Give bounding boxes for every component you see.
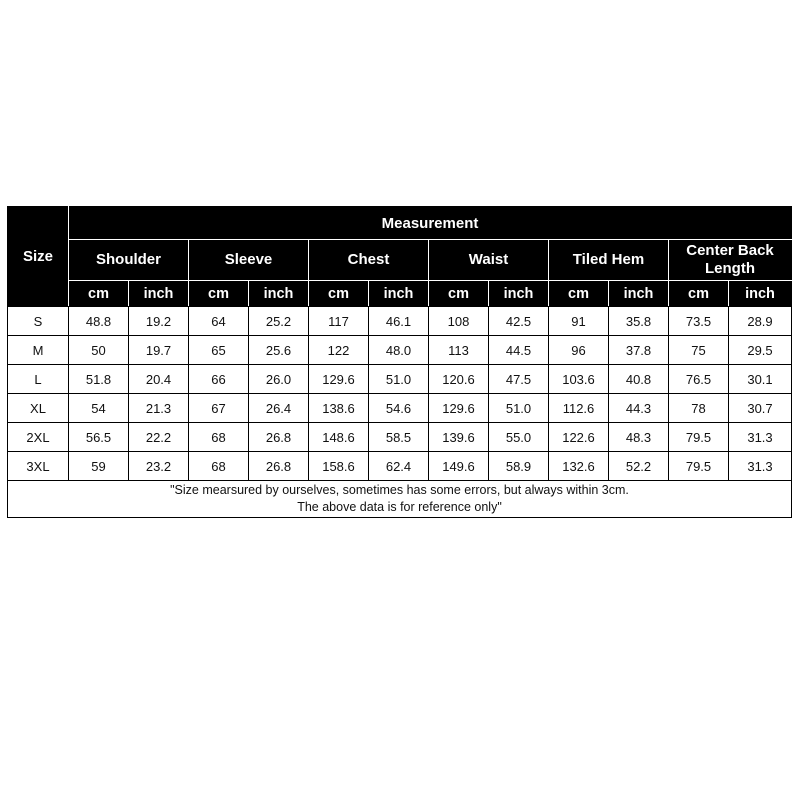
cell-sleeve-inch: 26.8	[249, 423, 309, 452]
cell-size: L	[8, 365, 69, 394]
size-note-line-2: The above data is for reference only"	[297, 500, 502, 514]
cell-sleeve-inch: 26.0	[249, 365, 309, 394]
cell-sleeve-inch: 25.2	[249, 307, 309, 336]
cell-chest-cm: 122	[309, 336, 369, 365]
cell-center-back-length-inch: 31.3	[729, 452, 792, 481]
size-note-line-1: "Size mearsured by ourselves, sometimes has some errors, but always within 3cm.	[170, 483, 629, 497]
cell-sleeve-cm: 68	[189, 423, 249, 452]
cell-shoulder-cm: 48.8	[69, 307, 129, 336]
cell-chest-cm: 158.6	[309, 452, 369, 481]
unit-header-inch: inch	[729, 281, 792, 307]
cell-sleeve-cm: 67	[189, 394, 249, 423]
cell-tiled-hem-inch: 37.8	[609, 336, 669, 365]
cell-shoulder-cm: 56.5	[69, 423, 129, 452]
unit-header-cm: cm	[309, 281, 369, 307]
cell-shoulder-cm: 54	[69, 394, 129, 423]
cell-tiled-hem-cm: 91	[549, 307, 609, 336]
cell-waist-inch: 51.0	[489, 394, 549, 423]
cell-waist-cm: 149.6	[429, 452, 489, 481]
group-header-row	[8, 240, 792, 281]
cell-sleeve-cm: 66	[189, 365, 249, 394]
cell-waist-inch: 44.5	[489, 336, 549, 365]
cell-tiled-hem-inch: 52.2	[609, 452, 669, 481]
cell-sleeve-inch: 26.4	[249, 394, 309, 423]
note-row	[8, 481, 792, 518]
cell-shoulder-inch: 19.2	[129, 307, 189, 336]
cell-chest-cm: 138.6	[309, 394, 369, 423]
cell-size: S	[8, 307, 69, 336]
cell-waist-cm: 129.6	[429, 394, 489, 423]
size-chart-table	[7, 206, 792, 518]
unit-header-cm: cm	[549, 281, 609, 307]
cell-chest-inch: 51.0	[369, 365, 429, 394]
group-header-waist: Waist	[429, 240, 549, 281]
size-rows	[8, 307, 792, 481]
cell-center-back-length-cm: 79.5	[669, 452, 729, 481]
table-row	[8, 423, 792, 452]
cell-tiled-hem-cm: 122.6	[549, 423, 609, 452]
cell-shoulder-inch: 21.3	[129, 394, 189, 423]
measurement-header-row	[8, 207, 792, 240]
cell-sleeve-cm: 64	[189, 307, 249, 336]
cell-chest-inch: 46.1	[369, 307, 429, 336]
unit-header-cm: cm	[669, 281, 729, 307]
cell-waist-inch: 58.9	[489, 452, 549, 481]
table-row	[8, 307, 792, 336]
cell-chest-inch: 58.5	[369, 423, 429, 452]
cell-center-back-length-cm: 75	[669, 336, 729, 365]
cell-chest-inch: 62.4	[369, 452, 429, 481]
cell-shoulder-inch: 23.2	[129, 452, 189, 481]
unit-header-row	[8, 281, 792, 307]
cell-size: M	[8, 336, 69, 365]
cell-shoulder-inch: 20.4	[129, 365, 189, 394]
cell-chest-cm: 129.6	[309, 365, 369, 394]
cell-center-back-length-inch: 30.1	[729, 365, 792, 394]
cell-center-back-length-cm: 73.5	[669, 307, 729, 336]
cell-shoulder-cm: 59	[69, 452, 129, 481]
size-note	[8, 481, 792, 518]
cell-size: 2XL	[8, 423, 69, 452]
cell-size: XL	[8, 394, 69, 423]
unit-header-inch: inch	[369, 281, 429, 307]
cell-tiled-hem-cm: 112.6	[549, 394, 609, 423]
measurement-header: Measurement	[69, 207, 792, 240]
cell-chest-inch: 54.6	[369, 394, 429, 423]
cell-waist-cm: 139.6	[429, 423, 489, 452]
cell-shoulder-inch: 19.7	[129, 336, 189, 365]
table-row	[8, 394, 792, 423]
cell-chest-inch: 48.0	[369, 336, 429, 365]
cell-tiled-hem-inch: 44.3	[609, 394, 669, 423]
cell-tiled-hem-inch: 48.3	[609, 423, 669, 452]
cell-center-back-length-inch: 28.9	[729, 307, 792, 336]
cell-shoulder-cm: 51.8	[69, 365, 129, 394]
cell-center-back-length-inch: 31.3	[729, 423, 792, 452]
cell-waist-cm: 108	[429, 307, 489, 336]
cell-chest-cm: 148.6	[309, 423, 369, 452]
cell-waist-cm: 113	[429, 336, 489, 365]
unit-header-inch: inch	[609, 281, 669, 307]
group-header-center-back-length: Center Back Length	[669, 240, 792, 281]
cell-center-back-length-inch: 29.5	[729, 336, 792, 365]
cell-tiled-hem-inch: 40.8	[609, 365, 669, 394]
unit-header-cm: cm	[69, 281, 129, 307]
cell-sleeve-inch: 25.6	[249, 336, 309, 365]
cell-sleeve-cm: 65	[189, 336, 249, 365]
group-header-tiled-hem: Tiled Hem	[549, 240, 669, 281]
unit-header-inch: inch	[129, 281, 189, 307]
cell-sleeve-inch: 26.8	[249, 452, 309, 481]
cell-waist-inch: 42.5	[489, 307, 549, 336]
cell-center-back-length-cm: 79.5	[669, 423, 729, 452]
group-header-chest: Chest	[309, 240, 429, 281]
table-row	[8, 452, 792, 481]
cell-tiled-hem-cm: 103.6	[549, 365, 609, 394]
cell-waist-inch: 55.0	[489, 423, 549, 452]
cell-sleeve-cm: 68	[189, 452, 249, 481]
unit-header-cm: cm	[429, 281, 489, 307]
cell-chest-cm: 117	[309, 307, 369, 336]
cell-tiled-hem-cm: 132.6	[549, 452, 609, 481]
cell-shoulder-inch: 22.2	[129, 423, 189, 452]
cell-center-back-length-cm: 78	[669, 394, 729, 423]
table-row	[8, 365, 792, 394]
table-row	[8, 336, 792, 365]
size-column-header: Size	[8, 207, 69, 307]
unit-header-inch: inch	[489, 281, 549, 307]
group-header-shoulder: Shoulder	[69, 240, 189, 281]
unit-header-inch: inch	[249, 281, 309, 307]
unit-header-cm: cm	[189, 281, 249, 307]
cell-tiled-hem-cm: 96	[549, 336, 609, 365]
cell-waist-inch: 47.5	[489, 365, 549, 394]
cell-shoulder-cm: 50	[69, 336, 129, 365]
cell-center-back-length-inch: 30.7	[729, 394, 792, 423]
cell-size: 3XL	[8, 452, 69, 481]
cell-waist-cm: 120.6	[429, 365, 489, 394]
cell-tiled-hem-inch: 35.8	[609, 307, 669, 336]
cell-center-back-length-cm: 76.5	[669, 365, 729, 394]
group-header-sleeve: Sleeve	[189, 240, 309, 281]
